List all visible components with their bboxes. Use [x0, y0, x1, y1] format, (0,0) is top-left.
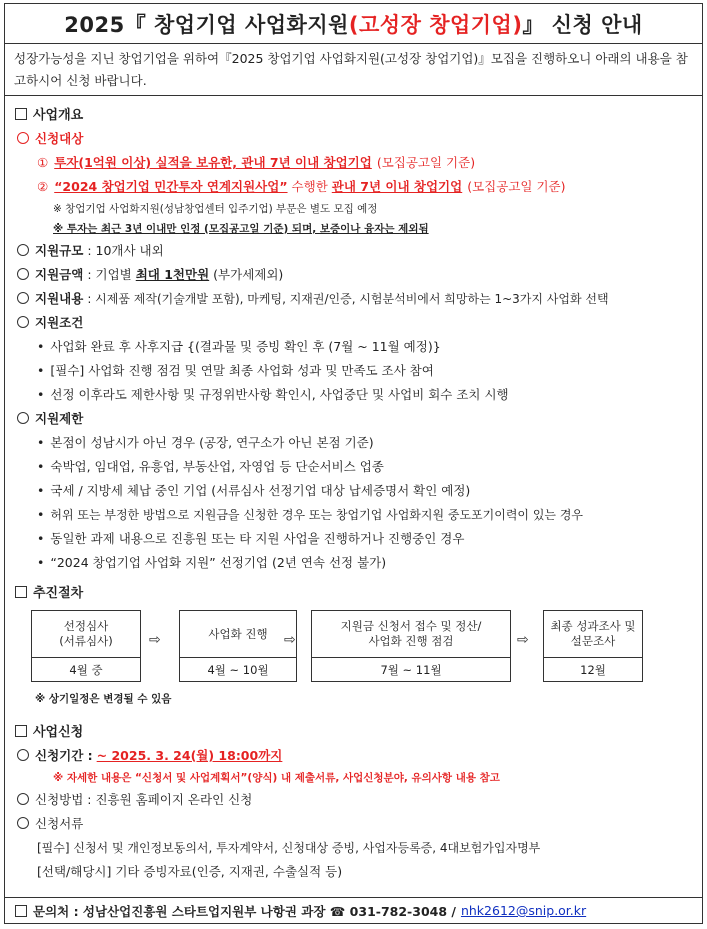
square-bullet-icon [15, 725, 27, 737]
square-bullet-icon [15, 108, 27, 120]
list-item: • 동일한 과제 내용으로 진흥원 또는 타 지원 사업을 진행하거나 진행중인 경우 [37, 530, 465, 546]
content-row: 지원내용 : 시제품 제작(기술개발 포함), 마케팅, 지재권/인증, 시험분석비에서 희망하는 1~3가지 사업화 선택 [13, 286, 694, 310]
title-highlight: (고성장 창업기업) [348, 12, 523, 37]
process-step: 사업화 진행 4월 ~ 10월 [179, 610, 297, 682]
list-item: • “2024 창업기업 사업화 지원” 선정기업 (2년 연속 선정 불가) [37, 554, 387, 570]
circle-bullet-icon [17, 268, 29, 280]
arrow-right-icon: ⇨ [149, 632, 161, 648]
scale-row: 지원규모 : 10개사 내외 [13, 238, 694, 262]
intro-text: 성장가능성을 지닌 창업기업을 위하여『2025 창업기업 사업화지원(고성장 창업기업)』모집을 진행하오니 아래의 내용을 참고하시어 신청 바랍니다. [5, 44, 702, 96]
circle-bullet-icon [17, 316, 29, 328]
section-overview: 사업개요 [13, 101, 694, 126]
circle-bullet-icon [17, 244, 29, 256]
arrow-right-icon: ⇨ [517, 632, 529, 648]
target-item-2: ② “2024 창업기업 민간투자 연계지원사업” 수행한 관내 7년 이내 창업기업 (모집공고일 기준) [37, 178, 566, 194]
list-item: • [필수] 사업화 진행 점검 및 연말 최종 사업화 성과 및 만족도 조사 참여 [37, 362, 434, 378]
list-item: • 숙박업, 임대업, 유흥업, 부동산업, 자영업 등 단순서비스 업종 [37, 458, 384, 474]
amount-row: 지원금액 : 기업별 최대 1천만원 (부가세제외) [13, 262, 694, 286]
target-heading: 신청대상 [13, 126, 694, 150]
list-item: • 허위 또는 부정한 방법으로 지원금을 신청한 경우 또는 창업기업 사업화지원 중도포기이력이 있는 경우 [37, 506, 584, 522]
contact-email-link[interactable]: nhk2612@snip.or.kr [460, 903, 587, 918]
circle-bullet-icon [17, 793, 29, 805]
method-row: 신청방법 : 진흥원 홈페이지 온라인 신청 [13, 787, 694, 811]
limits-heading: 지원제한 [13, 406, 694, 430]
section-apply: 사업신청 [13, 718, 694, 743]
process-step: 지원금 신청서 접수 및 정산/ 사업화 진행 점검 7월 ~ 11월 [311, 610, 511, 682]
period-row: 신청기간 : ~ 2025. 3. 24(월) 18:00까지 [13, 743, 694, 767]
arrow-right-icon: ⇨ [284, 632, 296, 648]
period-note: ※ 자세한 내용은 “신청서 및 사업계획서”(양식) 내 제출서류, 사업신청분야, 유의사항 내용 참고 [53, 771, 500, 784]
list-item: • 본점이 성남시가 아닌 경우 (공장, 연구소가 아닌 본점 기준) [37, 434, 374, 450]
target-note-1: ※ 창업기업 사업화지원(성남창업센터 입주기업) 부문은 별도 모집 예정 [53, 202, 378, 215]
circle-bullet-icon [17, 292, 29, 304]
square-bullet-icon [15, 905, 27, 917]
section-process: 추진절차 [13, 579, 694, 604]
process-note: ※ 상기일정은 변경될 수 있음 [35, 692, 172, 705]
process-step: 최종 성과조사 및 설문조사 12월 [543, 610, 643, 682]
target-note-2: ※ 투자는 최근 3년 이내만 인정 (모집공고일 기준) 되며, 보증이나 융자는 제외됨 [53, 222, 429, 235]
notice-frame [4, 3, 703, 924]
list-item: • 사업화 완료 후 사후지급 {(결과물 및 증빙 확인 후 (7월 ~ 11월 예정)} [37, 338, 441, 354]
square-bullet-icon [15, 586, 27, 598]
target-item-1: ① 투자(1억원 이상) 실적을 보유한, 관내 7년 이내 창업기업 (모집공고일 기준) [37, 154, 476, 170]
circle-bullet-icon [17, 132, 29, 144]
process-flow [31, 610, 694, 688]
docs-required: [필수] 신청서 및 개인정보동의서, 투자계약서, 신청대상 증빙, 사업자등록증, 4대보험가입자명부 [37, 840, 541, 855]
circle-bullet-icon [17, 817, 29, 829]
circle-bullet-icon [17, 412, 29, 424]
process-step: 선정심사 (서류심사) 4월 중 [31, 610, 141, 682]
list-item: • 국세 / 지방세 체납 중인 기업 (서류심사 선정기업 대상 납세증명서 확인 예정) [37, 482, 471, 498]
list-item: • 선정 이후라도 제한사항 및 규정위반사항 확인시, 사업중단 및 사업비 회수 조치 시행 [37, 386, 509, 402]
conditions-heading: 지원조건 [13, 310, 694, 334]
page-title: 2025『 창업기업 사업화지원 (고성장 창업기업) 』 신청 안내 [5, 4, 702, 44]
docs-optional: [선택/해당시] 기타 증빙자료(인증, 지재권, 수출실적 등) [37, 864, 343, 879]
contact-footer: 문의처 : 성남산업진흥원 스타트업지원부 나항권 과장 ☎ 031-782-3048 / nhk2612@snip.or.kr [5, 897, 702, 923]
docs-heading: 신청서류 [13, 811, 694, 835]
circle-bullet-icon [17, 749, 29, 761]
